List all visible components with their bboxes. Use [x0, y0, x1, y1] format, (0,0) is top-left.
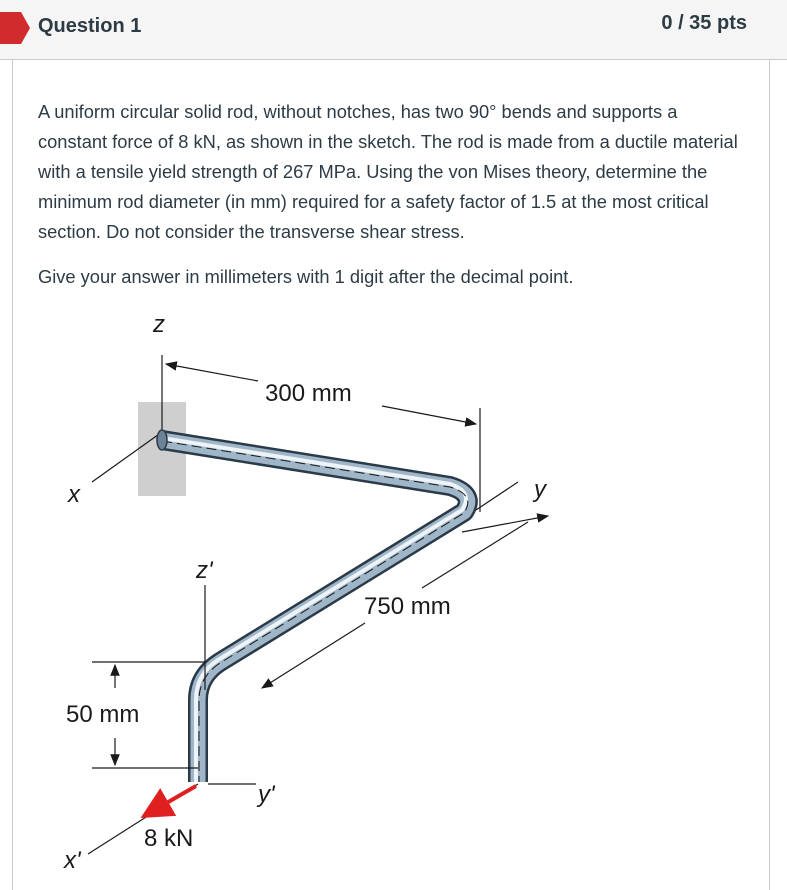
dim-50-label: 50 mm — [66, 701, 140, 728]
answer-instruction: Give your answer in millimeters with 1 digit after the decimal point. — [38, 266, 574, 287]
z-prime-axis-label: z' — [196, 557, 213, 584]
question-points: 0 / 35 pts — [661, 12, 747, 34]
x-prime-axis-label: x' — [64, 847, 81, 874]
dim-750-top-arrow — [462, 516, 548, 532]
dim-300-right-arrow — [382, 406, 476, 424]
force-label: 8 kN — [144, 825, 194, 852]
question-header — [0, 0, 787, 60]
force-arrow — [144, 786, 196, 816]
rod-sketch-figure — [0, 300, 787, 877]
bookmark-flag-icon[interactable] — [0, 12, 30, 44]
rod-fixed-end — [157, 430, 167, 450]
y-axis-line — [476, 482, 518, 510]
dim-750-label: 750 mm — [364, 593, 451, 620]
z-axis-label: z — [153, 311, 165, 338]
y-axis-label: y — [534, 476, 546, 503]
question-title: Question 1 — [38, 15, 142, 37]
question-text: A uniform circular solid rod, without notches, has two 90° bends and supports a constant force of 8 kN, as shown in the sketch. The rod is made from a ductile material with a tensile yield strength of 267 MPa. Using the von Mises theory, determine the minimum rod diameter (in mm) required for a safety factor of 1.5 at the most critical section. Do not consider the transverse shear stress. — [38, 101, 738, 242]
dim-300-label: 300 mm — [265, 380, 352, 407]
dim-300-left-arrow — [166, 364, 258, 381]
y-prime-axis-label: y' — [258, 781, 275, 808]
x-axis-label: x — [68, 481, 80, 508]
